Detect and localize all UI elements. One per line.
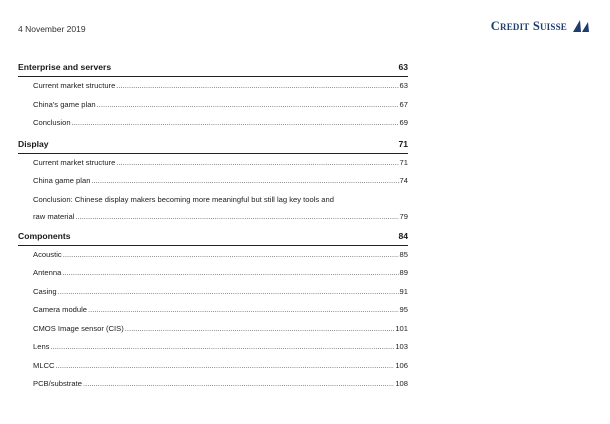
toc-entry[interactable] — [33, 283, 408, 302]
dot-leader — [88, 301, 399, 320]
header-date: 4 November 2019 — [18, 24, 86, 34]
sails-logo-icon — [571, 18, 591, 34]
entry-label-line1: Conclusion: Chinese display makers becoming more meaningful but still lag key tools and — [33, 194, 334, 204]
entry-page: 103 — [395, 342, 408, 351]
toc-entry-multiline[interactable] — [33, 191, 408, 225]
dot-leader — [63, 246, 399, 265]
entry-label: Lens — [33, 342, 50, 351]
entry-page: 69 — [399, 118, 408, 127]
credit-suisse-logo — [491, 18, 591, 34]
dot-leader — [62, 264, 398, 283]
toc-entry[interactable] — [33, 375, 408, 394]
toc-entry[interactable] — [33, 114, 408, 133]
entry-label: Acoustic — [33, 249, 62, 259]
entry-page: 74 — [399, 176, 408, 185]
entry-page: 91 — [399, 286, 408, 296]
dot-leader — [116, 77, 398, 96]
dot-leader — [125, 320, 395, 339]
toc-entry[interactable] — [33, 96, 408, 115]
dot-leader — [56, 357, 395, 376]
entry-page: 63 — [399, 81, 408, 90]
dot-leader — [116, 154, 398, 173]
toc-section-enterprise[interactable] — [18, 58, 408, 77]
section-page: 63 — [398, 62, 408, 72]
entry-label: PCB/substrate — [33, 379, 82, 388]
entry-label: Antenna — [33, 268, 62, 277]
dot-leader — [83, 375, 394, 394]
entry-page: 101 — [395, 323, 408, 333]
toc-entry[interactable] — [33, 320, 408, 339]
toc-entry[interactable] — [33, 357, 408, 376]
logo-text: Credit Suisse — [490, 18, 567, 33]
dot-leader — [91, 172, 398, 191]
section-page: 71 — [398, 138, 408, 149]
entry-label: Camera module — [33, 305, 88, 314]
dot-leader — [97, 96, 399, 115]
entry-page: 79 — [399, 211, 408, 221]
section-page: 84 — [398, 230, 408, 241]
toc-entry[interactable] — [33, 154, 408, 173]
entry-label: CMOS Image sensor (CIS) — [33, 323, 124, 333]
table-of-contents — [18, 58, 408, 394]
section-title: Enterprise and servers — [18, 62, 112, 72]
toc-entry[interactable] — [33, 264, 408, 283]
entry-page: 89 — [399, 268, 408, 277]
toc-entry[interactable] — [33, 301, 408, 320]
entry-label: Current market structure — [33, 81, 116, 90]
entry-label: raw material — [33, 211, 75, 221]
entry-label: MLCC — [33, 360, 55, 370]
entry-label: Casing — [33, 286, 57, 296]
dot-leader — [50, 338, 394, 357]
entry-label: China game plan — [33, 176, 91, 185]
entry-page: 85 — [399, 249, 408, 259]
dot-leader — [58, 283, 399, 302]
toc-entry[interactable] — [33, 338, 408, 357]
entry-label: Conclusion — [33, 118, 71, 127]
entry-page: 108 — [395, 379, 408, 388]
toc-entry[interactable] — [33, 77, 408, 96]
entry-page: 67 — [399, 99, 408, 109]
entry-label: China's game plan — [33, 99, 96, 109]
toc-entry[interactable] — [33, 246, 408, 265]
toc-section-components[interactable] — [18, 227, 408, 246]
toc-section-display[interactable] — [18, 135, 408, 154]
section-title: Components — [18, 230, 71, 241]
dot-leader — [75, 208, 398, 225]
dot-leader — [72, 114, 399, 133]
section-title: Display — [18, 138, 49, 149]
entry-page: 95 — [399, 305, 408, 314]
entry-page: 71 — [399, 157, 408, 167]
entry-page: 106 — [395, 360, 408, 370]
entry-label: Current market structure — [33, 157, 116, 167]
toc-entry[interactable] — [33, 172, 408, 191]
